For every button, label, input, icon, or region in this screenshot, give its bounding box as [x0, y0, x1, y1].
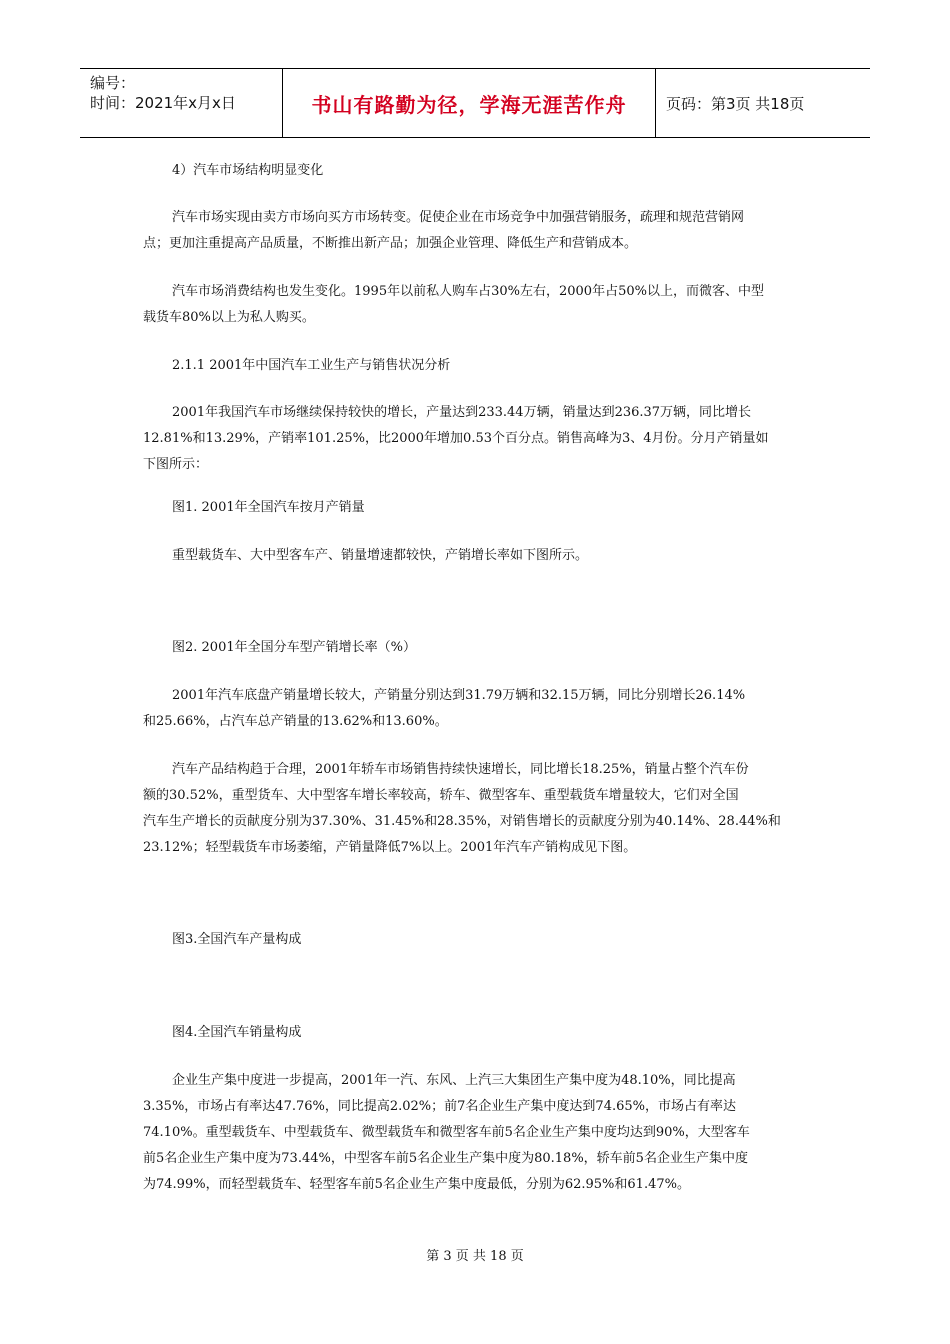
header-page-info: 页码：第3页 共18页 — [666, 94, 805, 113]
paragraph-line: 点；更加注重提高产品质量，不断推出新产品；加强企业管理、降低生产和营销成本。 — [143, 236, 638, 251]
paragraph-line: 汽车产品结构趋于合理，2001年轿车市场销售持续快速增长，同比增长18.25%，销量占整个汽车份 — [172, 762, 749, 777]
paragraph-line: 2001年汽车底盘产销量增长较大，产销量分别达到31.79万辆和32.15万辆，同比分别增长26.14% — [172, 688, 746, 703]
header-motto: 书山有路勤为径，学海无涯苦作舟 — [283, 69, 656, 137]
figure-caption: 图4.全国汽车销量构成 — [172, 1025, 302, 1040]
subsection-heading: 2.1.1 2001年中国汽车工业生产与销售状况分析 — [172, 358, 451, 373]
paragraph-line: 和25.66%，占汽车总产销量的13.62%和13.60%。 — [143, 714, 448, 729]
paragraph-line: 汽车生产增长的贡献度分别为37.30%、31.45%和28.35%，对销售增长的贡献度分别为40.14%、28.44%和 — [143, 814, 781, 829]
paragraph-line: 企业生产集中度进一步提高，2001年一汽、东风、上汽三大集团生产集中度为48.10%，同比提高 — [172, 1073, 736, 1088]
figure-caption: 图2. 2001年全国分车型产销增长率（%） — [172, 640, 416, 655]
page-header — [80, 68, 870, 138]
paragraph-line: 74.10%。重型载货车、中型载货车、微型载货车和微型客车前5名企业生产集中度均达到90%，大型客车 — [143, 1125, 750, 1140]
paragraph-line: 2001年我国汽车市场继续保持较快的增长，产量达到233.44万辆，销量达到236.37万辆，同比增长 — [172, 405, 752, 420]
time-label: 时间：2021年x月x日 — [90, 94, 236, 112]
paragraph-line: 汽车市场实现由卖方市场向买方市场转变。促使企业在市场竞争中加强营销服务，疏理和规范营销网 — [172, 210, 745, 225]
paragraph-line: 23.12%；轻型载货车市场萎缩，产销量降低7%以上。2001年汽车产销构成见下图。 — [143, 840, 637, 855]
paragraph-line: 载货车80%以上为私人购买。 — [143, 310, 315, 325]
paragraph-line: 额的30.52%，重型货车、大中型客车增长率较高，轿车、微型客车、重型载货车增量较大，它们对全国 — [143, 788, 739, 803]
figure-caption: 图3.全国汽车产量构成 — [172, 932, 302, 947]
paragraph-line: 12.81%和13.29%，产销率101.25%，比2000年增加0.53个百分点。销售高峰为3、4月份。分月产销量如 — [143, 431, 769, 446]
paragraph-line: 3.35%，市场占有率达47.76%，同比提高2.02%；前7名企业生产集中度达到74.65%，市场占有率达 — [143, 1099, 737, 1114]
paragraph-line: 为74.99%，而轻型载货车、轻型客车前5名企业生产集中度最低，分别为62.95%和61.47%。 — [143, 1177, 690, 1192]
page-footer: 第 3 页 共 18 页 — [426, 1249, 524, 1264]
paragraph-line: 汽车市场消费结构也发生变化。1995年以前私人购车占30%左右，2000年占50%以上，而微客、中型 — [172, 284, 764, 299]
number-label: 编号： — [90, 74, 136, 92]
section-heading: 4）汽车市场结构明显变化 — [172, 163, 324, 178]
paragraph-line: 重型载货车、大中型客车产、销量增速都较快，产销增长率如下图所示。 — [172, 548, 589, 563]
paragraph-line: 前5名企业生产集中度为73.44%，中型客车前5名企业生产集中度为80.18%，轿车前5名企业生产集中度 — [143, 1151, 748, 1166]
paragraph-line: 下图所示： — [143, 457, 209, 472]
figure-caption: 图1. 2001年全国汽车按月产销量 — [172, 500, 365, 515]
header-meta — [80, 69, 283, 137]
